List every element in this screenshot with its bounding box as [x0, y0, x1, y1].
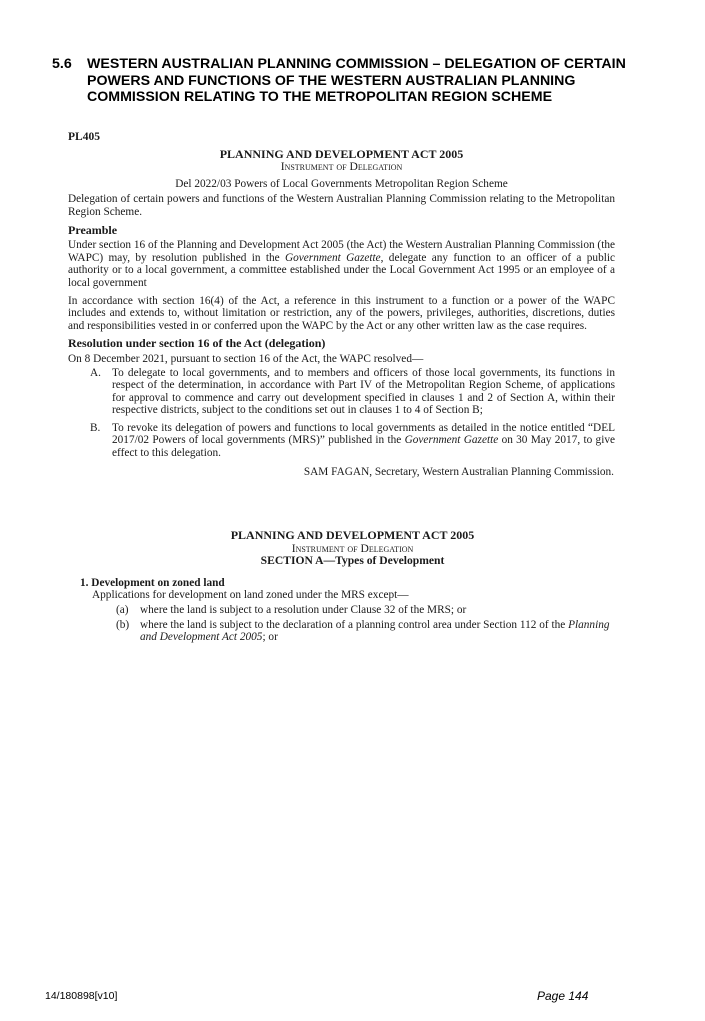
section-a-title: SECTION A—Types of Development: [260, 554, 445, 568]
agenda-item-title: WESTERN AUSTRALIAN PLANNING COMMISSION – DELEGATION OF CERTAIN POWERS AND FUNCTIONS OF THE WESTERN AUSTRALIAN PLANNING COMMISSION RELATING TO THE METROPOLITAN REGION SCHEME: [87, 56, 626, 105]
agenda-item-heading: [52, 56, 652, 106]
clause-1-item-b: [80, 619, 625, 644]
resolution-item-b: [68, 422, 615, 460]
list-item-text: where the land is subject to a resolution under Clause 32 of the MRS; or: [140, 603, 467, 616]
document-reference: 14/180898[v10]: [45, 990, 118, 1002]
clause-1-heading: 1. Development on zoned land: [80, 576, 225, 589]
section-a-act-title: PLANNING AND DEVELOPMENT ACT 2005: [230, 528, 475, 542]
list-marker: (b): [116, 618, 130, 631]
instrument-title: Instrument of Delegation: [280, 160, 403, 174]
list-item-text: To delegate to local governments, and to members and officers of those local governments, its functions in respect of the determination, in accordance with Part IV of the Metropolitan Region Scheme, of applications for approval to commence and carry out development specified in clauses 1 and 2 of Section A, within their respective districts, subject to the conditions set out in clauses 1 to 4 of Section B;: [112, 366, 615, 417]
page-number: Page 144: [537, 989, 589, 1003]
list-marker: A.: [90, 366, 101, 379]
section-a-scan: [80, 529, 625, 644]
agenda-item-number: 5.6: [52, 56, 72, 72]
signature-line: SAM FAGAN, Secretary, Western Australian Planning Commission.: [303, 465, 614, 478]
list-item-text: where the land is subject to the declaration of a planning control area under Section 112 of the Planning and Development Act 2005; or: [140, 618, 610, 644]
delegation-reference: Del 2022/03 Powers of Local Governments Metropolitan Region Scheme: [175, 177, 508, 190]
list-item-text: To revoke its delegation of powers and functions to local governments as detailed in the notice entitled “DEL 2017/02 Powers of local governments (MRS)” published in the Government Gazette on 30 May 2017, to give effect to this delegation.: [112, 421, 616, 460]
act-title: PLANNING AND DEVELOPMENT ACT 2005: [219, 146, 464, 161]
resolution-item-a: [68, 367, 615, 417]
intro-paragraph: Delegation of certain powers and functions of the Western Australian Planning Commission relating to the Metropolitan Region Scheme.: [68, 193, 615, 218]
clause-1-intro: Applications for development on land zoned under the MRS except—: [92, 589, 409, 602]
document-code: PL405: [68, 131, 100, 143]
list-marker: B.: [90, 421, 101, 434]
clause-1-item-a: [80, 604, 625, 617]
section-a-instrument-title: Instrument of Delegation: [291, 541, 414, 555]
instrument-of-delegation-scan: [68, 131, 615, 478]
preamble-paragraph-2: In accordance with section 16(4) of the Act, a reference in this instrument to a function or a power of the WAPC includes and extends to, without limitation or restriction, any of the powers, privileges, authorities, discretions, duties and responsibilities vested in or conferred upon the WAPC by the Act or any other written law as the case requires.: [68, 294, 615, 332]
list-marker: (a): [116, 603, 129, 616]
preamble-paragraph-1: Under section 16 of the Planning and Development Act 2005 (the Act) the Western Australian Planning Commission (the WAPC) may, by resolution published in the Government Gazette, delegate any function to an officer of a public authority or to a local government, a committee established under the Local Government Act 1995 or an employee of a local government: [68, 239, 616, 289]
resolution-intro: On 8 December 2021, pursuant to section 16 of the Act, the WAPC resolved—: [68, 352, 424, 365]
resolution-heading: Resolution under section 16 of the Act (delegation): [68, 336, 326, 351]
preamble-heading: Preamble: [68, 222, 118, 237]
